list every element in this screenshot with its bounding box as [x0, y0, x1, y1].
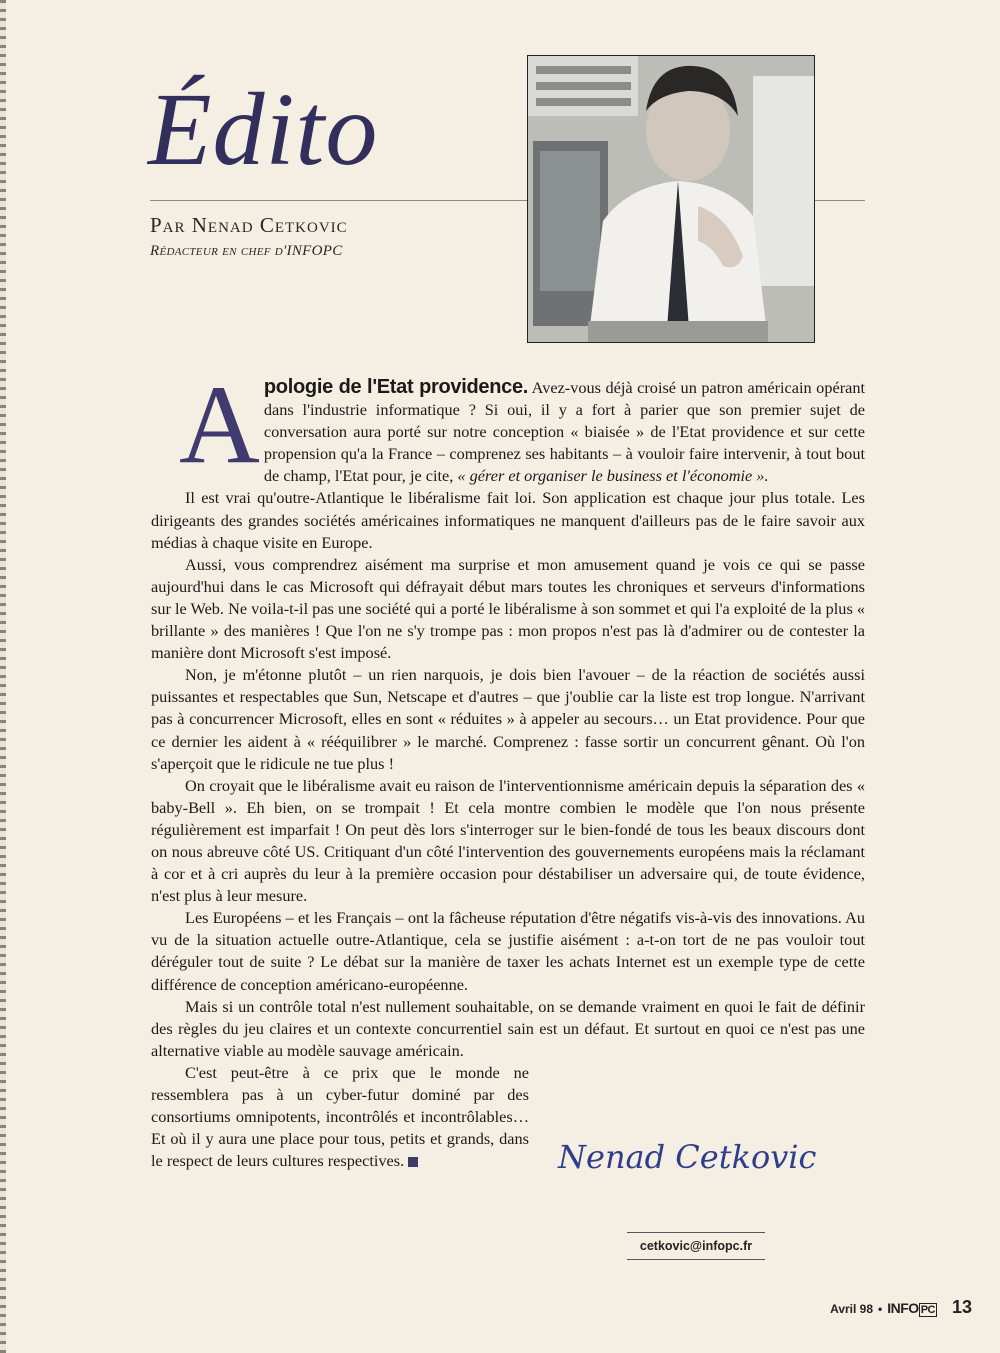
closing-paragraph-text: C'est peut-être à ce prix que le monde ne ressemblera pas à un cyber-futur dominé par des consortiums omnipotents, incontrôlés et incontrôlables… Et où il y aura une place pour tous, petits et grands, dans le respect de leurs cultures respectives.	[151, 1062, 529, 1171]
article-paragraph: Non, je m'étonne plutôt – un rien narquois, je dois bien l'avouer – de la réaction de sociétés aussi puissantes et respectables que Sun, Netscape et d'autres – que j'oublie car la liste est trop longue. N'arrivant pas à concurrencer Microsoft, elles en sont « réduites » à appeler au secours… un Etat providence. Pour que ce dernier les aident à « rééquilibrer » le marché. Comprenez : fasse sortir un concurrent gênant. Où l'on s'aperçoit que le ridicule ne tue plus !	[151, 665, 865, 773]
article-paragraph-narrow: Mais si un contrôle total n'est nullement souhaitable, on se demande vraiment en quoi le fait de définir des règles du jeu claires et un contexte concurrentiel sain est un défaut. Et surtout en quoi ce n'est pas une alternative viable au modèle sauvage américain.	[151, 996, 865, 1060]
narrow-column	[151, 1062, 529, 1172]
footer-magazine-logo	[887, 1300, 937, 1316]
author-portrait-photo	[527, 55, 815, 343]
paragraph-text: Avez-vous déjà croisé un patron américain opérant dans l'industrie informatique ? Si oui, il y a fort à parier que son premier sujet de conversation aura porté sur notre conception « biaisée » de l'Etat providence et sur cette propension qu'a la France – comprenez ses habitants – à vouloir faire intervenir, à tout bout de champ, l'Etat pour, je cite,	[263, 378, 866, 486]
end-mark-icon	[408, 1157, 418, 1167]
author-signature: Nenad Cetkovic	[558, 1138, 817, 1176]
paragraph-quote: « gérer et organiser le business et l'économie ».	[457, 466, 769, 486]
page-number: 13	[951, 1297, 972, 1317]
article-paragraph	[151, 1062, 529, 1172]
page-footer	[830, 1297, 972, 1318]
article-paragraph: Les Européens – et les Français – ont la fâcheuse réputation d'être négatifs vis-à-vis des innovations. Au vu de la situation actuelle outre-Atlantique, cela se justifie aisément : a-t-on tort de ne pas vouloir tout déréguler tout de suite ? Le débat sur la manière de taxer les achats Internet est un exemple type de cette différence de conception américano-européenne.	[151, 908, 865, 994]
page-binding-edge	[0, 0, 6, 1353]
portrait-photo-icon	[528, 56, 814, 342]
contact-email-box	[627, 1232, 765, 1260]
footer-issue: Avril 98	[830, 1302, 874, 1316]
page-title: Édito	[148, 72, 379, 187]
contact-email[interactable]: cetkovic@infopc.fr	[639, 1239, 753, 1253]
article-paragraph: Il est vrai qu'outre-Atlantique le libéralisme fait loi. Son application est chaque jour plus totale. Les dirigeants des grandes sociétés américaines informatiques ne manquent d'ailleurs pas de le faire savoir aux médias à chaque visite en Europe.	[151, 488, 865, 552]
article-lead: pologie de l'Etat providence.	[263, 376, 529, 398]
author-byline: Par Nenad Cetkovic	[150, 213, 348, 237]
footer-magazine-box: PC	[920, 1304, 935, 1316]
footer-separator: •	[878, 1302, 883, 1316]
article-paragraph: On croyait que le libéralisme avait eu raison de l'interventionnisme américain depuis la séparation des « baby-Bell ». Eh bien, on se trompait ! Et cela montre combien le modèle que l'on nous présente régulièrement est imparfait ! On peut dès lors s'interroger sur le bien-fondé de tous les beaux discours dont on nous abreuve côté US. Critiquant d'un côté l'intervention des gouvernements européens mais la réclamant à cor et à cri auprès du leur à la première occasion pour déstabiliser un adversaire qui, de toute évidence, n'est plus à leur mesure.	[151, 775, 865, 906]
article-body	[151, 363, 866, 1172]
author-role: Rédacteur en chef d'INFOPC	[150, 243, 343, 259]
article-paragraph: Aussi, vous comprendrez aisément ma surprise et mon amusement quand je vois ce qui se passe aujourd'hui dans le cas Microsoft qui défrayait début mars toutes les chroniques et serveurs d'informations sur le Web. Ne voila-t-il pas une société qui a porté le libéralisme à son sommet et qui l'a exploité de la plus « brillante » des manières ! Que l'on ne s'y trompe pas : mon propos n'est pas là d'admirer ou de contester la manière dont Microsoft s'est imposé.	[151, 554, 865, 663]
drop-cap: A	[179, 363, 260, 487]
footer-magazine-name: INFO	[887, 1300, 919, 1316]
